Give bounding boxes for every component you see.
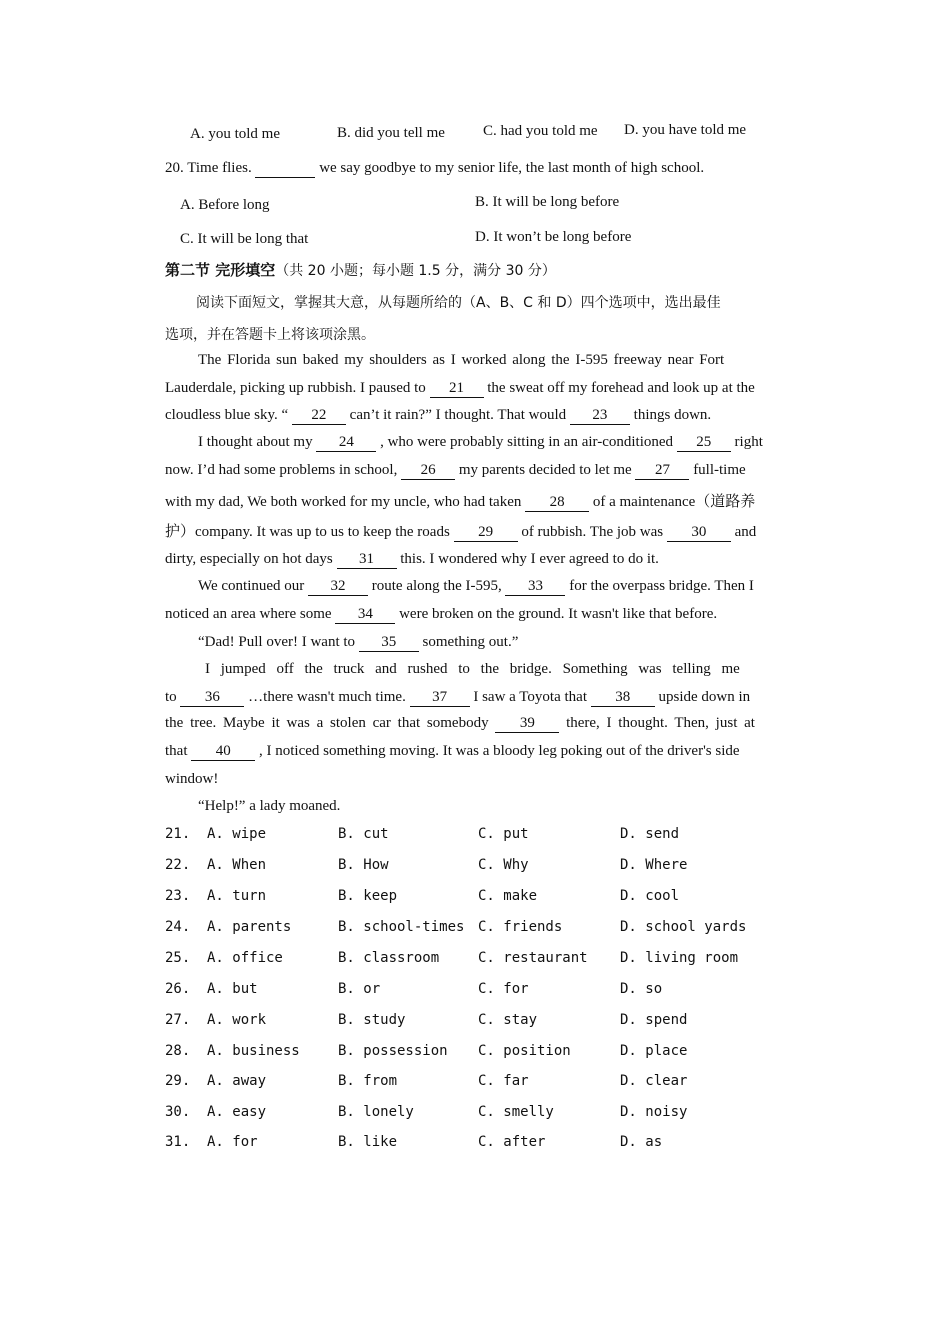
option-b: B. possession (338, 1043, 448, 1059)
option-b: B. classroom (338, 950, 440, 966)
option-a: A. parents (207, 919, 292, 935)
passage-line (165, 380, 755, 398)
option-c: C. smelly (478, 1104, 554, 1120)
option-c: C. far (478, 1073, 529, 1089)
question-number: 21. (165, 826, 191, 842)
option-row (165, 826, 785, 848)
option-d: D. cool (620, 888, 680, 904)
option-a: A. but (207, 981, 258, 997)
option-row (165, 1104, 785, 1126)
passage-text: We continued our (198, 578, 305, 594)
passage-text: of rubbish. The job was (521, 524, 664, 540)
option-d: D. Where (620, 857, 688, 873)
question-number: 27. (165, 1012, 191, 1028)
q20-option-d: D. It won’t be long before (475, 229, 632, 245)
passage-line (165, 743, 740, 761)
passage-line (198, 578, 754, 596)
option-row (165, 888, 785, 910)
passage-text: I saw a Toyota that (473, 689, 587, 705)
passage-text: , I noticed something moving. It was a bloody leg poking out of the driver's side (259, 743, 740, 759)
blank-35: 35 (359, 634, 419, 652)
option-a: A. away (207, 1073, 267, 1089)
passage-text: and (734, 524, 757, 540)
passage-text: full-time (693, 462, 746, 478)
option-b: B. keep (338, 888, 398, 904)
option-a: A. When (207, 857, 267, 873)
blank-28: 28 (525, 494, 589, 512)
option-b: B. How (338, 857, 389, 873)
blank-32: 32 (308, 578, 368, 596)
blank-36: 36 (180, 689, 244, 707)
option-row (165, 950, 785, 972)
question-number: 24. (165, 919, 191, 935)
blank-27: 27 (635, 462, 689, 480)
option-c: C. position (478, 1043, 571, 1059)
passage-line (165, 490, 755, 512)
question-number: 26. (165, 981, 191, 997)
passage-text: to (165, 689, 177, 705)
option-d: D. school yards (620, 919, 747, 935)
blank-24: 24 (316, 434, 376, 452)
question-number: 29. (165, 1073, 191, 1089)
passage-text: noticed an area where some (165, 606, 332, 622)
option-d: D. spend (620, 1012, 688, 1028)
section-note: （共 20 小题；每小题 1.5 分，满分 30 分） (275, 263, 556, 279)
option-row (165, 1043, 785, 1065)
question-number: 23. (165, 888, 191, 904)
q19-option-a: A. you told me (190, 126, 280, 142)
option-c: C. stay (478, 1012, 538, 1028)
option-row (165, 1012, 785, 1034)
blank-21: 21 (430, 380, 484, 398)
option-a: A. business (207, 1043, 300, 1059)
option-b: B. from (338, 1073, 398, 1089)
passage-text: were broken on the ground. It wasn't like that before. (399, 606, 718, 622)
blank-34: 34 (335, 606, 395, 624)
option-b: B. cut (338, 826, 389, 842)
passage-text: I thought about my (198, 434, 313, 450)
passage-text: now. I’d had some problems in school, (165, 462, 398, 478)
passage-text: of a maintenance（道路养 (592, 494, 756, 510)
blank-29: 29 (454, 524, 518, 542)
passage-text: route along the I-595, (371, 578, 502, 594)
option-c: C. friends (478, 919, 563, 935)
option-a: A. for (207, 1134, 258, 1150)
blank-25: 25 (677, 434, 731, 452)
passage-line (198, 634, 518, 652)
blank-30: 30 (667, 524, 731, 542)
passage-text: “Dad! Pull over! I want to (198, 634, 356, 650)
option-c: C. Why (478, 857, 529, 873)
blank-31: 31 (337, 551, 397, 569)
passage-text: for the overpass bridge. Then I (569, 578, 754, 594)
passage-line (165, 462, 746, 480)
q20-stem-before: Time flies. (187, 160, 252, 176)
question-number: 28. (165, 1043, 191, 1059)
passage-line (165, 689, 750, 707)
option-row (165, 919, 785, 941)
option-b: B. school-times (338, 919, 465, 935)
q20-option-b: B. It will be long before (475, 194, 620, 210)
option-row (165, 1073, 785, 1095)
blank-38: 38 (591, 689, 655, 707)
option-b: B. study (338, 1012, 406, 1028)
blank-37: 37 (410, 689, 470, 707)
question-number: 30. (165, 1104, 191, 1120)
blank-39: 39 (495, 715, 559, 733)
passage-line: “Help!” a lady moaned. (198, 798, 341, 814)
passage-text: with my dad, We both worked for my uncle, who had taken (165, 494, 522, 510)
passage-text: something out.” (422, 634, 519, 650)
passage-line (165, 606, 717, 624)
question-number: 31. (165, 1134, 191, 1150)
option-a: A. work (207, 1012, 267, 1028)
passage-line: I jumped off the truck and rushed to the bridge. Something was telling me (205, 661, 740, 677)
passage-text: , who were probably sitting in an air-conditioned (380, 434, 674, 450)
option-row (165, 857, 785, 879)
q20-stem (165, 160, 704, 178)
passage-text: the tree. Maybe it was a stolen car that somebody (165, 715, 489, 731)
option-d: D. living room (620, 950, 739, 966)
option-a: A. easy (207, 1104, 267, 1120)
passage-line (165, 551, 659, 569)
option-c: C. put (478, 826, 529, 842)
section-title: 第二节 完形填空 (165, 261, 276, 279)
passage-text: right (734, 434, 763, 450)
q20-stem-after: we say goodbye to my senior life, the last month of high school. (319, 160, 705, 176)
passage-line (198, 434, 763, 452)
option-d: D. so (620, 981, 663, 997)
passage-text: the sweat off my forehead and look up at the (487, 380, 755, 396)
blank-40: 40 (191, 743, 255, 761)
blank-22: 22 (292, 407, 346, 425)
passage-text: cloudless blue sky. “ (165, 407, 289, 423)
passage-text: dirty, especially on hot days (165, 551, 333, 567)
option-b: B. like (338, 1134, 398, 1150)
passage-text: …there wasn't much time. (248, 689, 406, 705)
option-d: D. noisy (620, 1104, 688, 1120)
passage-text: upside down in (658, 689, 751, 705)
option-d: D. place (620, 1043, 688, 1059)
option-c: C. after (478, 1134, 546, 1150)
instruction-line-1: 阅读下面短文，掌握其大意，从每题所给的（A、B、C 和 D）四个选项中，选出最佳 (196, 295, 721, 311)
instruction-line-2: 选项，并在答题卡上将该项涂黑。 (165, 327, 375, 343)
passage-line (165, 407, 711, 425)
option-a: A. office (207, 950, 283, 966)
blank-33: 33 (505, 578, 565, 596)
blank-23: 23 (570, 407, 630, 425)
passage-text: things down. (633, 407, 712, 423)
passage-text: this. I wondered why I ever agreed to do it. (400, 551, 659, 567)
option-b: B. or (338, 981, 381, 997)
passage-text: 护）company. It was up to us to keep the roads (165, 524, 450, 540)
q20-option-c: C. It will be long that (180, 231, 309, 247)
option-d: D. send (620, 826, 680, 842)
option-c: C. for (478, 981, 529, 997)
passage-text: that (165, 743, 188, 759)
option-row (165, 1134, 785, 1156)
option-row (165, 981, 785, 1003)
passage-line (165, 715, 755, 733)
option-c: C. make (478, 888, 538, 904)
option-b: B. lonely (338, 1104, 414, 1120)
passage-text: there, I thought. Then, just at (566, 715, 755, 731)
q19-option-d: D. you have told me (624, 122, 747, 138)
passage-text: Lauderdale, picking up rubbish. I paused to (165, 380, 426, 396)
option-a: A. wipe (207, 826, 267, 842)
option-c: C. restaurant (478, 950, 588, 966)
option-d: D. as (620, 1134, 663, 1150)
passage-line (165, 520, 756, 542)
passage-line: The Florida sun baked my shoulders as I worked along the I-595 freeway near Fort (198, 352, 725, 368)
passage-text: can’t it rain?” I thought. That would (349, 407, 567, 423)
q20-option-a: A. Before long (180, 197, 270, 213)
passage-text: my parents decided to let me (458, 462, 632, 478)
q19-option-b: B. did you tell me (337, 125, 445, 141)
option-d: D. clear (620, 1073, 688, 1089)
q20-number: 20. (165, 160, 184, 176)
question-number: 25. (165, 950, 191, 966)
option-a: A. turn (207, 888, 267, 904)
q20-blank (255, 160, 315, 178)
section-heading (165, 259, 556, 280)
passage-line: window! (165, 771, 219, 787)
blank-26: 26 (401, 462, 455, 480)
q19-option-c: C. had you told me (483, 123, 598, 139)
question-number: 22. (165, 857, 191, 873)
